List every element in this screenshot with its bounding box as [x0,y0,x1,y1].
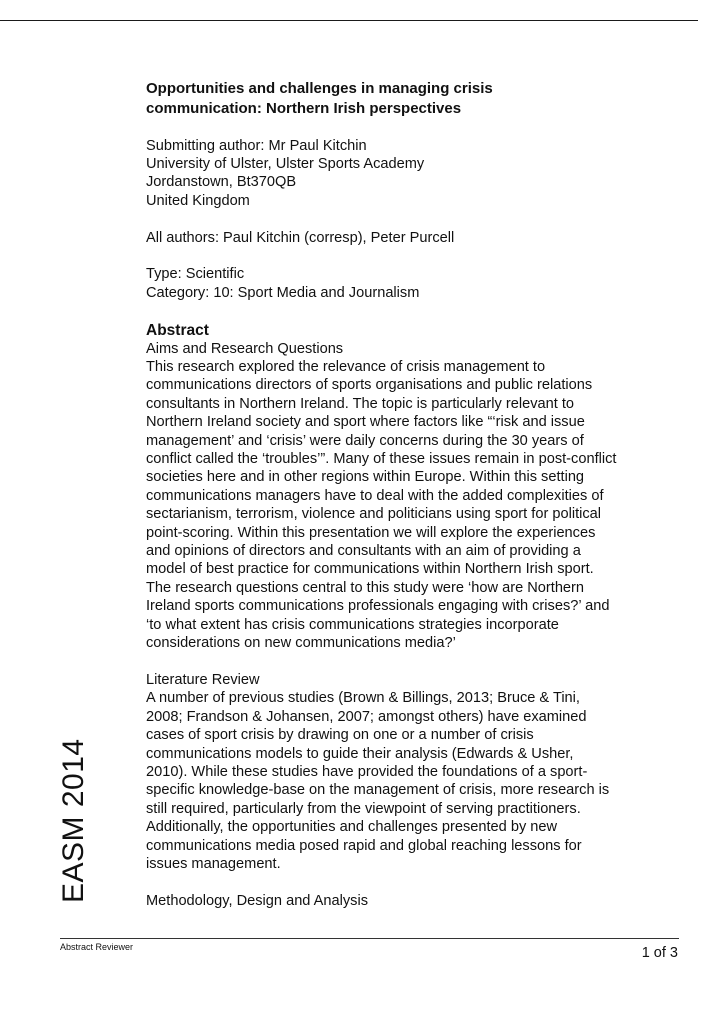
aims-body [146,358,686,653]
literature-body [146,689,686,873]
aims-body-line: Northern Ireland society and sport where factors like “‘risk and issue [146,414,585,431]
aims-body-line: management’ and ‘crisis’ were daily concerns during the 30 years of [146,432,584,449]
aims-body-line: consultants in Northern Ireland. The topic is particularly relevant to [146,395,575,412]
aims-body-line: point-scoring. Within this presentation we will explore the experiences [146,524,596,541]
literature-body-line: 2008; Frandson & Johansen, 2007; amongst others) have examined [146,708,587,725]
institution: University of Ulster, Ulster Sports Academy [146,155,425,172]
submission-category: Category: 10: Sport Media and Journalism [146,284,420,301]
title-line-2: communication: Northern Irish perspectives [146,99,462,117]
aims-body-line: communications directors of sports organisations and public relations [146,377,593,394]
country: United Kingdom [146,192,250,209]
literature-body-line: communications models to guide their analysis (Edwards & Usher, [146,745,574,762]
literature-body-line: cases of sport crisis by drawing on one or a number of crisis [146,727,534,744]
title-line-1: Opportunities and challenges in managing crisis [146,80,493,97]
literature-body-line: specific knowledge-base on the management of crisis, more research is [146,782,610,799]
literature-body-line: 2010). While these studies have provided the foundations of a sport- [146,763,588,780]
methodology-heading: Methodology, Design and Analysis [146,892,369,909]
footer-reviewer-label: Abstract Reviewer [60,942,134,952]
literature-body-line: issues management. [146,855,281,872]
conference-side-label: EASM 2014 [57,738,90,903]
paper-title [146,79,686,118]
footer-divider [60,938,679,939]
literature-body-line: A number of previous studies (Brown & Billings, 2013; Bruce & Tini, [146,690,580,707]
top-divider [0,20,698,21]
literature-body-line: still required, particularly from the viewpoint of serving practitioners. [146,800,581,817]
literature-body-line: communications media posed rapid and global reaching lessons for [146,837,582,854]
address: Jordanstown, Bt370QB [146,174,297,191]
page-number: 1 of 3 [641,945,678,961]
aims-body-line: considerations on new communications media?’ [146,635,456,652]
aims-body-line: model of best practice for communications within Northern Irish sport. [146,561,594,578]
abstract-document [146,79,686,910]
aims-body-line: sectarianism, terrorism, violence and politicians using sport for political [146,506,602,523]
submitting-author-block [146,137,686,211]
abstract-heading: Abstract [146,321,209,339]
all-authors: All authors: Paul Kitchin (corresp), Peter Purcell [146,229,455,246]
aims-body-line: This research explored the relevance of crisis management to [146,359,546,375]
aims-body-line: and opinions of directors and consultants with an aim of providing a [146,543,581,560]
aims-body-line: Ireland sports communications professionals engaging with crises?’ and [146,598,610,615]
aims-body-line: societies here and in other regions within Europe. Within this setting [146,469,585,486]
literature-body-line: Additionally, the opportunities and challenges presented by new [146,819,558,836]
submitting-author: Submitting author: Mr Paul Kitchin [146,137,367,154]
aims-body-line: The research questions central to this study were ‘how are Northern [146,579,585,596]
submission-type: Type: Scientific [146,266,245,283]
aims-body-line: conflict called the ‘troubles’”. Many of these issues remain in post-conflict [146,451,617,468]
literature-heading: Literature Review [146,671,260,688]
aims-body-line: ‘to what extent has crisis communications strategies incorporate [146,616,559,633]
type-category-block [146,265,686,302]
aims-body-line: communications managers have to deal with the added complexities of [146,487,604,504]
aims-heading: Aims and Research Questions [146,340,344,357]
